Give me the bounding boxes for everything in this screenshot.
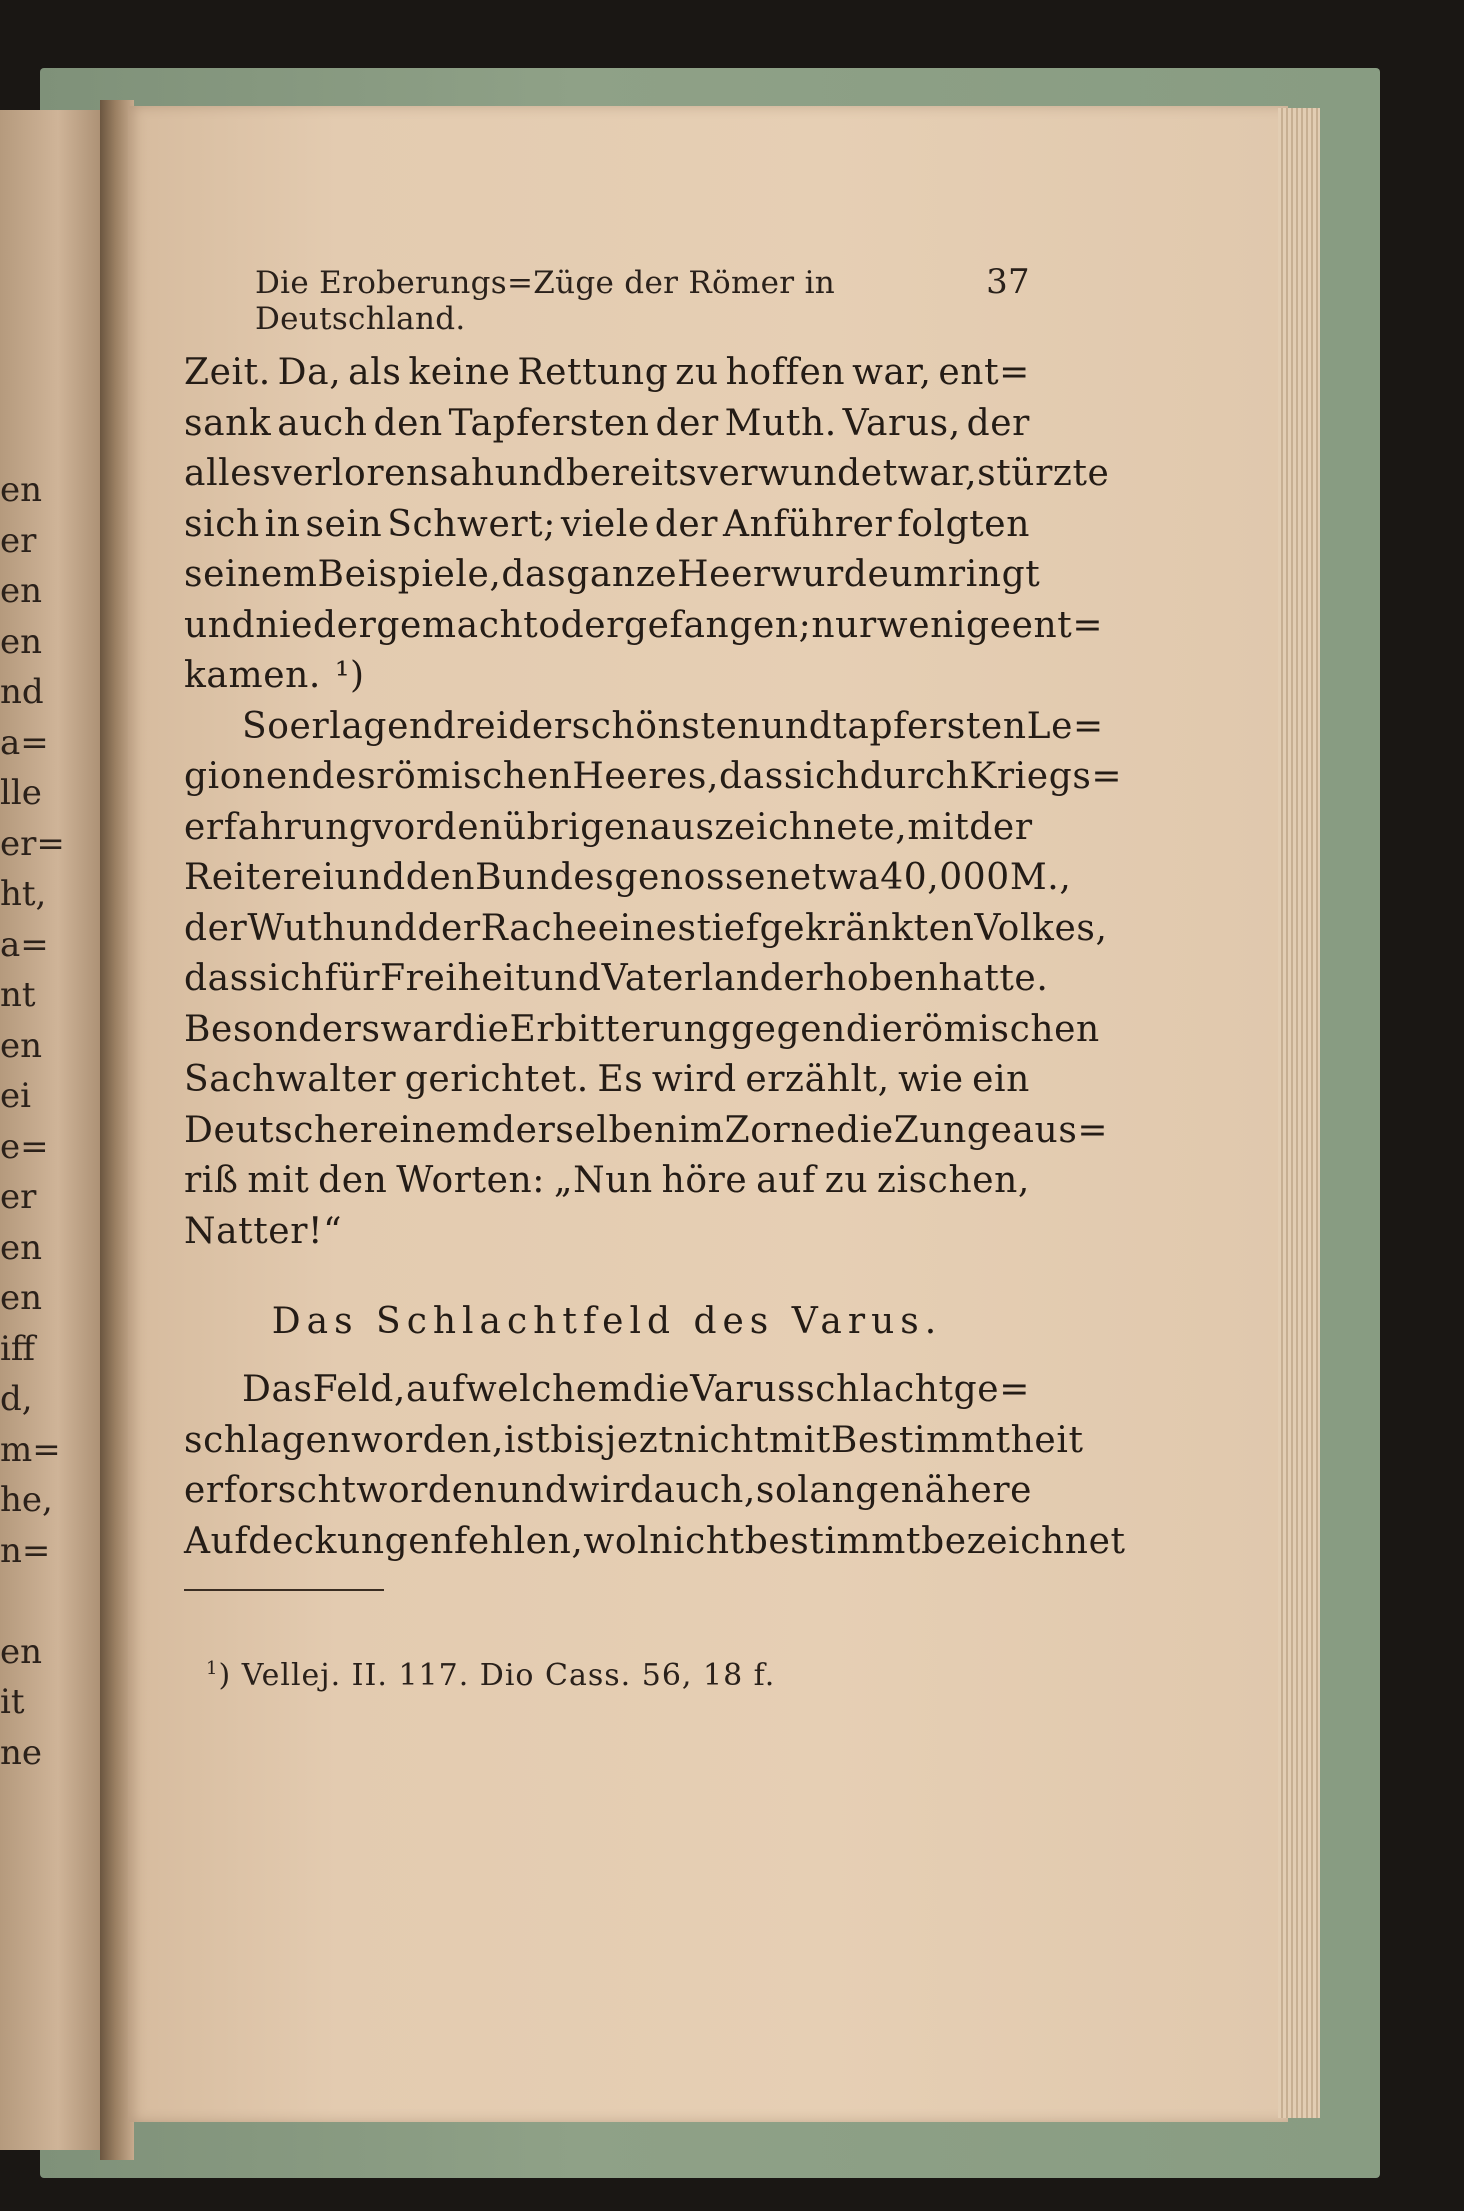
text-line: riß mit den Worten: „Nun höre auf zu zischen, bbox=[184, 1160, 1030, 1201]
facing-page-fragment: en bbox=[0, 470, 43, 510]
text-line: erforscht worden und wird auch, so lange nähere bbox=[184, 1470, 1033, 1511]
footnote-rule bbox=[184, 1589, 384, 1591]
page-edges bbox=[1278, 108, 1320, 2118]
facing-page-fragment: ne bbox=[0, 1732, 43, 1773]
facing-page-fragment: er= bbox=[0, 823, 65, 864]
facing-page-fragment bbox=[0, 1576, 40, 1627]
text-line: Natter!“ bbox=[184, 1210, 343, 1252]
facing-page-fragment: ht, bbox=[0, 874, 47, 914]
footnote bbox=[206, 1658, 775, 1693]
text-line: So erlagen drei der schönsten und tapfersten Le= bbox=[242, 705, 1104, 747]
page-number: 37 bbox=[986, 262, 1030, 302]
facing-page-fragment: he, bbox=[0, 1480, 53, 1520]
text-line: sich in sein Schwert; viele der Anführer folgten bbox=[184, 503, 1030, 545]
paragraph-1 bbox=[184, 348, 1110, 702]
facing-page-fragment: en bbox=[0, 1227, 43, 1268]
text-line: schlagen worden, ist bis jezt nicht mit Bestimmtheit bbox=[184, 1419, 1084, 1461]
facing-page-fragment: ei bbox=[0, 1076, 31, 1116]
facing-page-fragment: lle bbox=[0, 773, 42, 813]
text-line: erfahrung vor den übrigen auszeichnete, mit der bbox=[184, 806, 1033, 848]
paragraph-3 bbox=[184, 1365, 1126, 1567]
text-line: Deutscher einem derselben im Zorne die Zunge aus= bbox=[184, 1109, 1109, 1151]
text-line: Zeit. Da, als keine Rettung zu hoffen war, ent= bbox=[184, 352, 1030, 393]
running-head-title: Die Eroberungs=Züge der Römer in Deutschland. bbox=[255, 265, 836, 337]
facing-page-fragment: er bbox=[0, 520, 37, 561]
text-line: seinem Beispiele, das ganze Heer wurde umringt bbox=[184, 554, 1041, 595]
facing-page-fragment: en bbox=[0, 571, 43, 611]
facing-page-fragment: n= bbox=[0, 1530, 51, 1571]
text-line: Das Feld, auf welchem die Varusschlacht ge= bbox=[242, 1369, 1030, 1410]
facing-page-fragment: m= bbox=[0, 1429, 61, 1470]
facing-page-fragment: d, bbox=[0, 1379, 33, 1419]
facing-page-fragment: a= bbox=[0, 924, 49, 965]
text-line: Reiterei und den Bundesgenossen etwa 40,000 M., bbox=[184, 857, 1072, 898]
facing-page-fragment: en bbox=[0, 1025, 43, 1066]
section-heading: Das Schlachtfeld des Varus. bbox=[271, 1301, 943, 1342]
text-line: gionen des römischen Heeres, das sich durch Kriegs= bbox=[184, 756, 1123, 797]
text-line: alles verloren sah und bereits verwundet war, stürzte bbox=[184, 453, 1110, 494]
facing-page-fragment: en bbox=[0, 621, 43, 662]
running-head bbox=[255, 262, 1030, 337]
text-line: das sich für Freiheit und Vaterland erhoben hatte. bbox=[184, 958, 1049, 999]
facing-page-fragment: it bbox=[0, 1682, 25, 1722]
facing-page-fragment: e= bbox=[0, 1126, 49, 1167]
footnote-text: ) Vellej. II. 117. Dio Cass. 56, 18 f. bbox=[218, 1658, 776, 1693]
footnote-marker: 1 bbox=[206, 1658, 219, 1679]
facing-page-fragment: iff bbox=[0, 1328, 36, 1369]
body-text bbox=[184, 348, 1126, 1567]
text-line: kamen. ¹) bbox=[184, 655, 365, 696]
facing-page-fragment: en bbox=[0, 1631, 43, 1672]
text-line: Sachwalter gerichtet. Es wird erzählt, wie ein bbox=[184, 1059, 1030, 1100]
facing-page-fragment: en bbox=[0, 1278, 43, 1318]
text-line: Besonders war die Erbitterung gegen die römischen bbox=[184, 1008, 1100, 1050]
facing-page-fragment: er bbox=[0, 1177, 37, 1217]
text-line: Aufdeckungen fehlen, wol nicht bestimmt bezeichnet bbox=[184, 1520, 1126, 1562]
paragraph-2 bbox=[184, 702, 1123, 1258]
facing-page-fragment: nd bbox=[0, 672, 44, 712]
text-line: und niedergemacht oder gefangen; nur wenige ent= bbox=[184, 604, 1104, 646]
text-line: sank auch den Tapfersten der Muth. Varus, der bbox=[184, 402, 1030, 444]
facing-page-fragment: a= bbox=[0, 722, 49, 763]
text-line: der Wuth und der Rache eines tiefgekränkten Volkes, bbox=[184, 907, 1108, 949]
facing-page-fragment: nt bbox=[0, 975, 36, 1015]
facing-page-edge bbox=[0, 110, 105, 2150]
facing-page-text-fragments bbox=[0, 465, 65, 1778]
